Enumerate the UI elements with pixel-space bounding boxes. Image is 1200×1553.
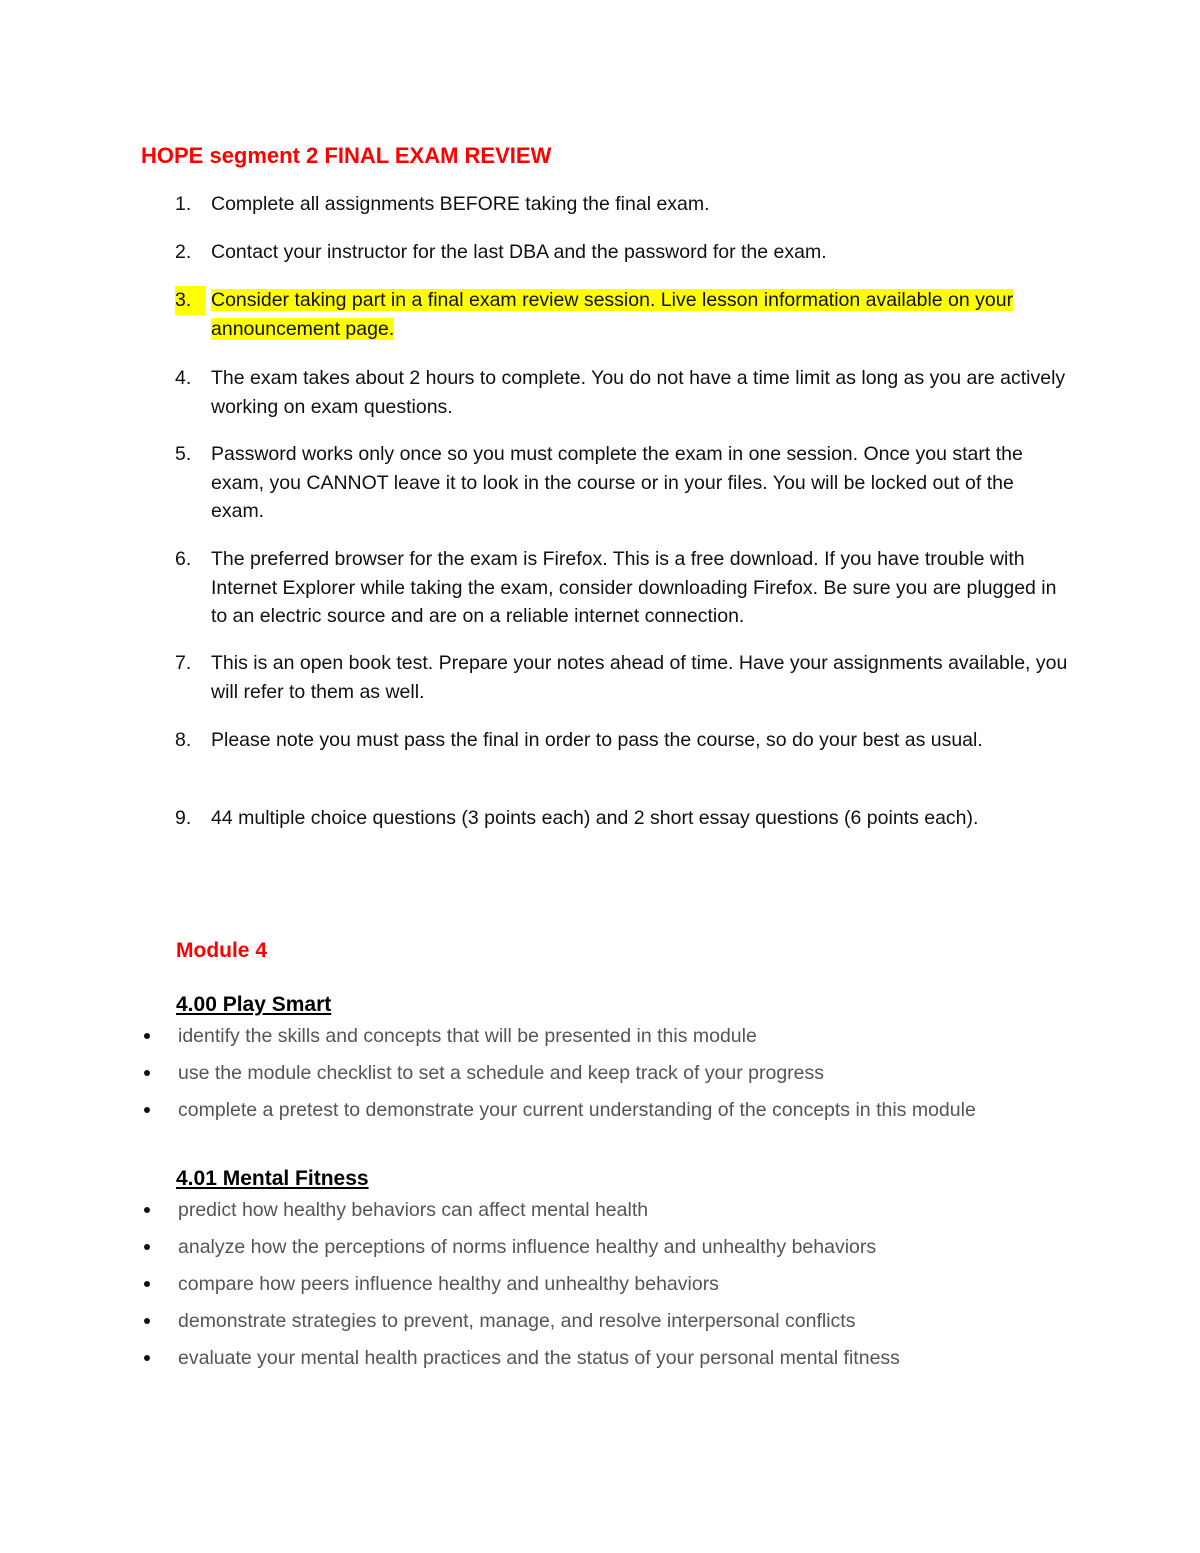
instruction-text: This is an open book test. Prepare your notes ahead of time. Have your assignments available, you will refer to them as well. (211, 652, 1068, 703)
instruction-text: Password works only once so you must complete the exam in one session. Once you start the exam, you CANNOT leave it to look in the course or in your files. You will be locked out of the exam. (211, 443, 1023, 522)
instruction-text: Please note you must pass the final in order to pass the course, so do your best as usual. (211, 729, 983, 751)
instruction-number: 9. (175, 807, 192, 829)
objective-item (0, 1307, 1200, 1337)
instruction-number: 6. (175, 548, 192, 570)
objective-text: compare how peers influence healthy and unhealthy behaviors (178, 1273, 719, 1295)
instruction-number: 5. (175, 443, 192, 465)
bullet-icon (144, 1033, 150, 1039)
instruction-text: Contact your instructor for the last DBA and the password for the exam. (211, 241, 827, 263)
bullet-icon (144, 1207, 150, 1213)
instruction-number: 7. (175, 652, 192, 674)
instruction-text: 44 multiple choice questions (3 points each) and 2 short essay questions (6 points each). (211, 807, 979, 829)
objective-item (0, 1344, 1200, 1374)
objective-item (0, 1233, 1200, 1263)
objective-item (0, 1059, 1200, 1089)
document-title: HOPE segment 2 FINAL EXAM REVIEW (141, 143, 552, 168)
objective-item (0, 1022, 1200, 1052)
instruction-number: 1. (175, 193, 192, 215)
bullet-icon (144, 1107, 150, 1113)
instruction-text: Complete all assignments BEFORE taking the final exam. (211, 193, 710, 215)
objective-item (0, 1270, 1200, 1300)
instruction-number: 4. (175, 367, 192, 389)
instruction-text: Consider taking part in a final exam review session. Live lesson information available on your announcement page. (211, 289, 1014, 340)
section-heading: 4.01 Mental Fitness (176, 1167, 369, 1190)
bullet-icon (144, 1244, 150, 1250)
objective-text: use the module checklist to set a schedule and keep track of your progress (178, 1062, 825, 1084)
instruction-text: The exam takes about 2 hours to complete. You do not have a time limit as long as you are actively working on exam questions. (211, 367, 1066, 418)
bullet-icon (144, 1281, 150, 1287)
module-heading: Module 4 (176, 939, 268, 962)
objective-text: demonstrate strategies to prevent, manage, and resolve interpersonal conflicts (178, 1310, 856, 1332)
objective-text: complete a pretest to demonstrate your current understanding of the concepts in this module (178, 1099, 976, 1121)
instruction-number: 8. (175, 729, 192, 751)
instruction-number: 2. (175, 241, 192, 263)
bullet-icon (144, 1318, 150, 1324)
instruction-number: 3. (175, 286, 205, 315)
objective-text: identify the skills and concepts that will be presented in this module (178, 1025, 757, 1047)
bullet-icon (144, 1355, 150, 1361)
objective-text: analyze how the perceptions of norms influence healthy and unhealthy behaviors (178, 1236, 877, 1258)
instruction-text: The preferred browser for the exam is Firefox. This is a free download. If you have trouble with Internet Explorer while taking the exam, consider downloading Firefox. Be sure you are plugged in to an electric source and are on a reliable internet connection. (211, 548, 1057, 627)
objective-text: evaluate your mental health practices and the status of your personal mental fitness (178, 1347, 900, 1369)
objective-item (0, 1096, 1200, 1126)
section-heading: 4.00 Play Smart (176, 993, 332, 1016)
objective-item (0, 1196, 1200, 1226)
bullet-icon (144, 1070, 150, 1076)
objective-text: predict how healthy behaviors can affect mental health (178, 1199, 649, 1221)
